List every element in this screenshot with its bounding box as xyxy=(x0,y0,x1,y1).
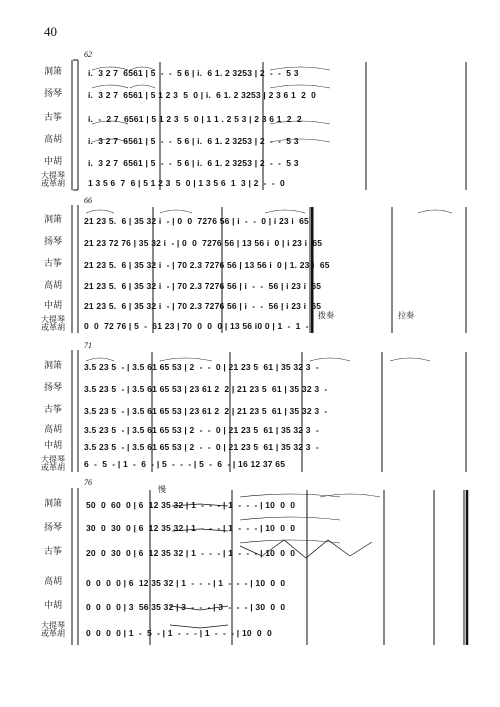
instrument-label: 大提琴 或革胡 xyxy=(41,621,65,638)
instrument-label: 扬琴 xyxy=(43,522,62,532)
notation-row: i. 3 2 7 6561 | 5 - - 5 6 | i. 6 1. 2 3253 | 2 - - 5 3 xyxy=(88,136,299,146)
instrument-label: 高胡 xyxy=(43,134,62,144)
technique-annotation: 拉奏 xyxy=(398,311,414,320)
instrument-label: 洞箫 xyxy=(43,214,62,224)
instrument-label: 高胡 xyxy=(43,576,62,586)
instrument-label: 大提琴 或革胡 xyxy=(41,315,65,332)
instrument-label: 大提琴 或革胡 xyxy=(41,455,65,472)
instrument-label: 高胡 xyxy=(43,280,62,290)
notation-row: 21 23 5. 6 | 35 32 i - | 70 2.3 7276 56 | 13 56 i 0 | 1. 23 i 65 xyxy=(84,260,330,270)
page-number: 40 xyxy=(44,24,57,39)
instrument-label: 扬琴 xyxy=(43,236,62,246)
instrument-label: 古筝 xyxy=(43,112,62,122)
notation-row: 3.5 23 5 - | 3.5 61 65 53 | 2 - - 0 | 21 23 5 61 | 35 32 3 - xyxy=(84,425,319,435)
notation-row: i. 3 2 7 6561 | 5 - - 5 6 | i. 6 1. 2 3253 | 2 - - 5 3 xyxy=(88,158,299,168)
measure-number: 76 xyxy=(84,478,92,487)
instrument-label: 中胡 xyxy=(43,300,62,310)
instrument-label: 洞箫 xyxy=(43,66,62,76)
instrument-label: 大提琴 或革胡 xyxy=(41,171,65,188)
notation-row: 3.5 23 5 - | 3.5 61 65 53 | 2 - - 0 | 21 23 5 61 | 35 32 3 - xyxy=(84,442,319,452)
notation-row: i. - 2 7 6561 | 5 1 2 3 5 0 | 1 1 . 2 5 3 | 2 3 6 1 2 2 xyxy=(88,114,302,124)
instrument-label: 古筝 xyxy=(43,546,62,556)
instrument-label: 高胡 xyxy=(43,424,62,434)
notation-row: 1 3 5 6 7 6 | 5 1 2 3 5 0 | 1 3 5 6 1 3 | 2 - - 0 xyxy=(88,178,285,188)
notation-row: 3.5 23 5 - | 3.5 61 65 53 | 2 - - 0 | 21 23 5 61 | 35 32 3 - xyxy=(84,362,319,372)
measure-number: 62 xyxy=(84,50,92,59)
notation-row: 50 0 60 0 | 6 12 35 32 | 1 - - - | 1 - - - | 10 0 0 xyxy=(86,500,296,510)
measure-number: 71 xyxy=(84,341,92,350)
instrument-label: 扬琴 xyxy=(43,88,62,98)
notation-row: 3.5 23 5 - | 3.5 61 65 53 | 23 61 2 2 | 21 23 5 61 | 35 32 3 - xyxy=(84,406,328,416)
notation-row: 6 - 5 - | 1 - 6 - | 5 - - - | 5 - 6 - | 16 12 37 65 xyxy=(84,459,286,469)
instrument-label: 古筝 xyxy=(43,258,62,268)
measure-number: 66 xyxy=(84,196,92,205)
notation-row: 20 0 30 0 | 6 12 35 32 | 1 - - - | 1 - - - | 10 0 0 xyxy=(86,548,296,558)
notation-row: 21 23 5. 6 | 35 32 i - | 70 2.3 7276 56 | i - - 56 | i 23 i 65 xyxy=(84,301,322,311)
notation-row: i. 3 2 7 6561 | 5 1 2 3 5 0 | i. 6 1. 2 3253 | 2 3 6 1 2 0 xyxy=(88,90,317,100)
instrument-label: 中胡 xyxy=(43,440,62,450)
notation-row: 0 0 0 0 | 6 12 35 32 | 1 - - - | 1 - - - | 10 0 0 xyxy=(86,578,286,588)
instrument-label: 洞箫 xyxy=(43,360,62,370)
tempo-annotation: 慢 xyxy=(158,485,166,494)
notation-row: 3.5 23 5 - | 3.5 61 65 53 | 23 61 2 2 | 21 23 5 61 | 35 32 3 - xyxy=(84,384,328,394)
instrument-label: 中胡 xyxy=(43,600,62,610)
notation-row: 21 23 72 76 | 35 32 i - | 0 0 7276 56 | 13 56 i 0 | i 23 i 65 xyxy=(84,238,323,248)
notation-row: 0 0 72 76 | 5 - 61 23 | 70 0 0 0 | 13 56 i0 0 | 1 - 1 - xyxy=(84,321,309,331)
technique-annotation: 拨奏 xyxy=(318,311,334,320)
instrument-label: 古筝 xyxy=(43,404,62,414)
notation-row: 21 23 5. 6 | 35 32 i - | 0 0 7276 56 | i - - 0 | i 23 i 65 xyxy=(84,216,309,226)
notation-row: 0 0 0 0 | 1 - 5 - | 1 - - - | 1 - - - | 10 0 0 xyxy=(86,628,272,638)
notation-row: 0 0 0 0 | 3 56 35 32 | 3 - - - | 3 - - - | 30 0 0 xyxy=(86,602,286,612)
notation-row: 21 23 5. 6 | 35 32 i - | 70 2.3 7276 56 | i - - 56 | i 23 i 65 xyxy=(84,281,322,291)
instrument-label: 扬琴 xyxy=(43,382,62,392)
notation-row: 30 0 30 0 | 6 12 35 32 | 1 - - - | 1 - - - | 10 0 0 xyxy=(86,523,296,533)
instrument-label: 洞箫 xyxy=(43,498,62,508)
instrument-label: 中胡 xyxy=(43,156,62,166)
notation-row: i. 3 2 7 6561 | 5 - - 5 6 | i. 6 1. 2 3253 | 2 - - 5 3 xyxy=(88,68,299,78)
